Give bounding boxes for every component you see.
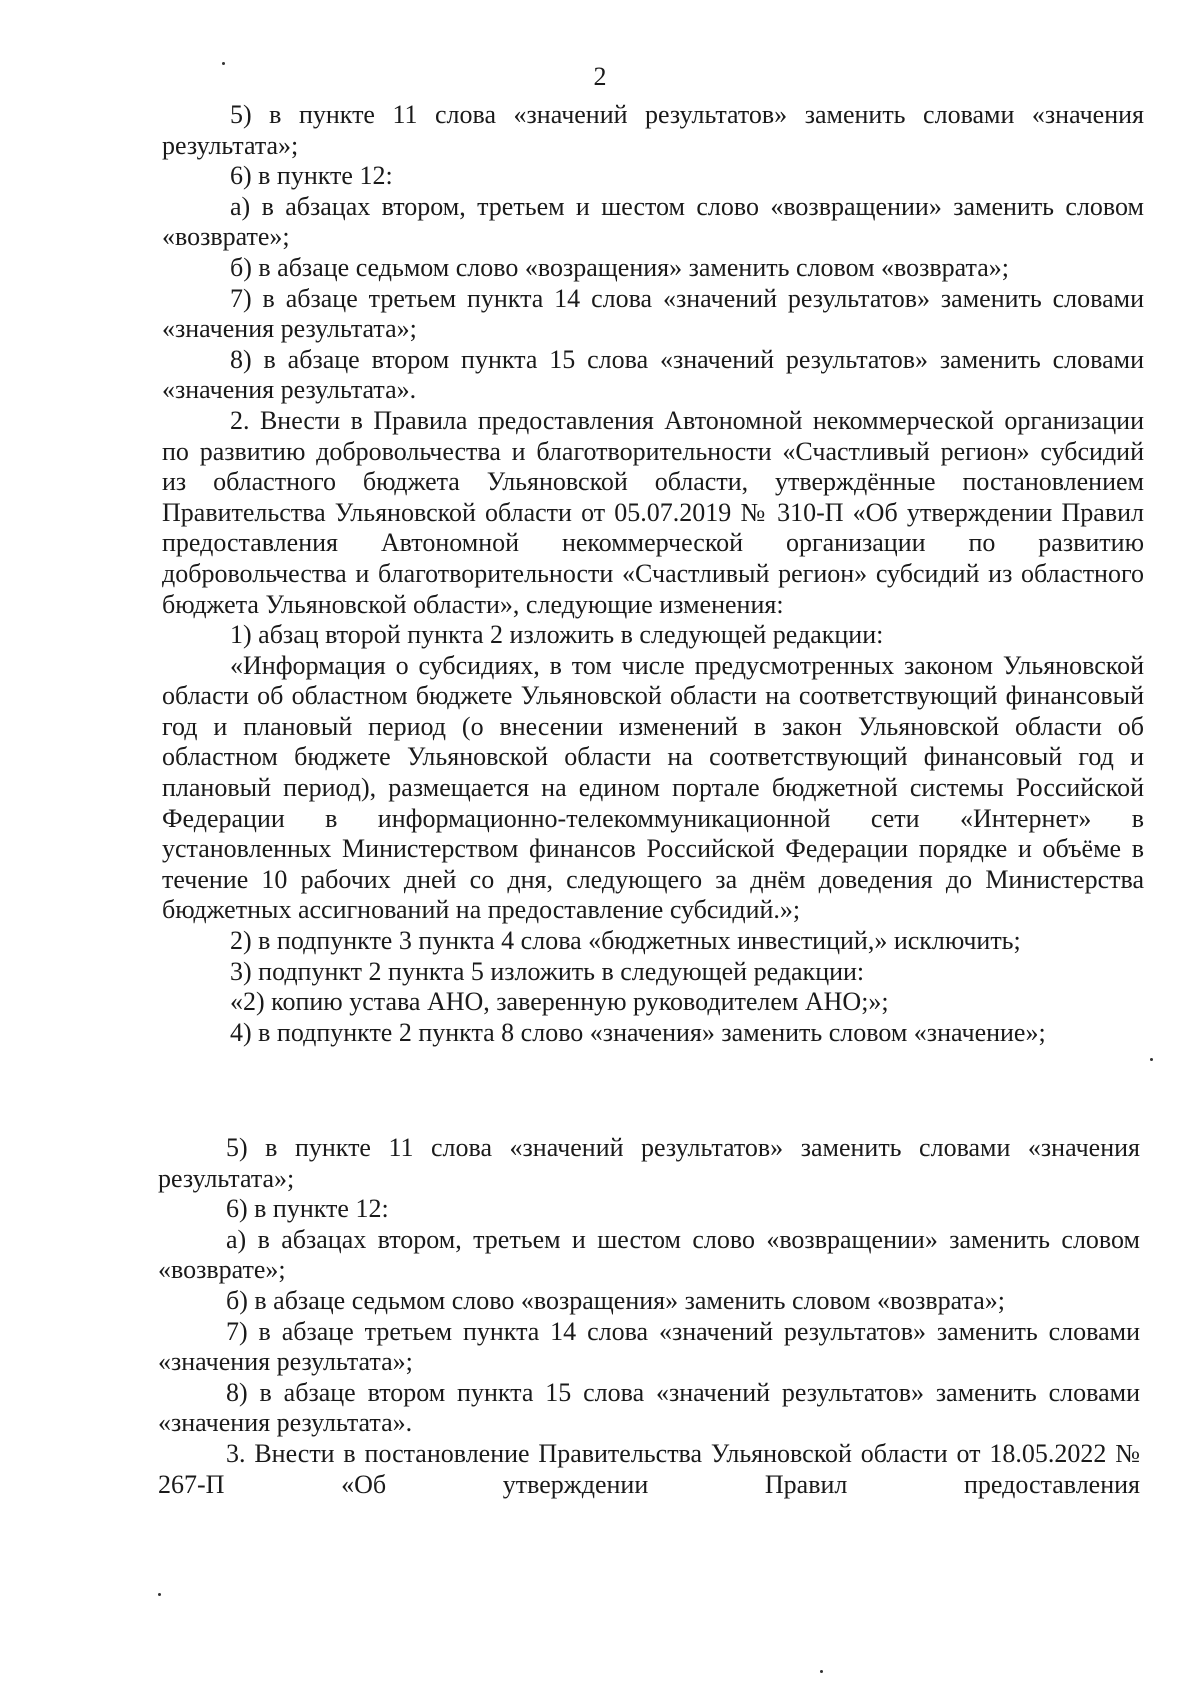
paragraph: 1) абзац второй пункта 2 изложить в следующей редакции: xyxy=(230,620,884,650)
paragraph: б) в абзаце седьмом слово «возращения» заменить словом «возврата»; xyxy=(226,1285,1005,1315)
paragraph: 4) в подпункте 2 пункта 8 слово «значения» заменить словом «значение»; xyxy=(230,1017,1046,1047)
quoted-paragraph: «2) копию устава АНО, заверенную руководителем АНО;»; xyxy=(230,987,889,1017)
document-body-part-1 xyxy=(162,100,1144,1048)
document-body-part-2 xyxy=(158,1133,1140,1500)
paragraph: 7) в абзаце третьем пункта 14 слова «значений результатов» заменить словами «значения результата»; xyxy=(158,1316,1140,1377)
paragraph: 5) в пункте 11 слова «значений результатов» заменить словами «значения результата»; xyxy=(158,1133,1140,1193)
paragraph: 2) в подпункте 3 пункта 4 слова «бюджетных инвестиций,» исключить; xyxy=(230,926,1021,956)
scan-speck xyxy=(158,1593,161,1596)
page-number: 2 xyxy=(593,62,607,91)
scan-speck xyxy=(222,62,225,65)
paragraph: а) в абзацах втором, третьем и шестом слово «возвращении» заменить словом «возврате»; xyxy=(158,1224,1140,1285)
paragraph: 2. Внести в Правила предоставления Автономной некоммерческой организации по развитию добровольчества и благотворительности «Счастливый регион» субсидий из областного бюджета Ульяновской области, утверждённые постановлением Правительства Ульяновской области от 05.07.2019 № 310-П «Об утверждении Правил предоставления Автономной некоммерческой организации по развитию добровольчества и благотворительности «Счастливый регион» субсидий из областного бюджета Ульяновской области», следующие изменения: xyxy=(162,405,1144,619)
paragraph: а) в абзацах втором, третьем и шестом слово «возвращении» заменить словом «возврате»; xyxy=(162,191,1144,252)
paragraph: 6) в пункте 12: xyxy=(226,1194,389,1224)
paragraph: 5) в пункте 11 слова «значений результатов» заменить словами «значения результата»; xyxy=(162,100,1144,160)
paragraph: 8) в абзаце втором пункта 15 слова «значений результатов» заменить словами «значения результата». xyxy=(162,344,1144,405)
scan-speck xyxy=(820,1670,823,1673)
paragraph: 3) подпункт 2 пункта 5 изложить в следующей редакции: xyxy=(230,956,865,986)
paragraph: 7) в абзаце третьем пункта 14 слова «значений результатов» заменить словами «значения результата»; xyxy=(162,283,1144,344)
paragraph-continued: 3. Внести в постановление Правительства Ульяновской области от 18.05.2022 № 267-П «Об утверждении Правил предоставления xyxy=(158,1438,1140,1499)
paragraph: б) в абзаце седьмом слово «возращения» заменить словом «возврата»; xyxy=(230,252,1009,282)
paragraph: 8) в абзаце втором пункта 15 слова «значений результатов» заменить словами «значения результата». xyxy=(158,1377,1140,1438)
scan-speck xyxy=(1150,1058,1153,1061)
quoted-paragraph: «Информация о субсидиях, в том числе предусмотренных законом Ульяновской области об областном бюджете Ульяновской области на соответствующий финансовый год и плановый период (о внесении изменений в закон Ульяновской области об областном бюджете Ульяновской области на соответствующий финансовый год и плановый период), размещается на едином портале бюджетной системы Российской Федерации в информационно-телекоммуникационной сети «Интернет» в установленных Министерством финансов Российской Федерации порядке и объёме в течение 10 рабочих дней со дня, следующего за днём доведения до Министерства бюджетных ассигнований на предоставление субсидий.»; xyxy=(162,650,1144,925)
paragraph: 6) в пункте 12: xyxy=(230,161,393,191)
